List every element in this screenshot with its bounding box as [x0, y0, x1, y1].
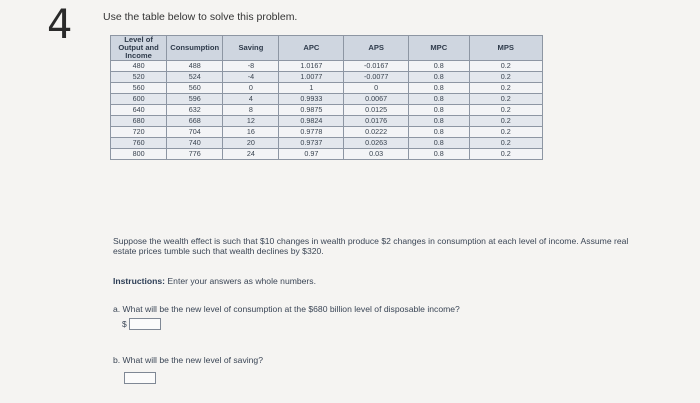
cell-mps: 0.2	[469, 105, 542, 116]
header-mpc: MPC	[409, 36, 469, 61]
cell-income: 720	[111, 127, 167, 138]
cell-mpc: 0.8	[409, 72, 469, 83]
cell-apc: 0.9737	[279, 138, 344, 149]
cell-apc: 0.9933	[279, 94, 344, 105]
instructions-label: Instructions:	[113, 276, 166, 286]
cell-apc: 0.97	[279, 149, 344, 160]
table-header-row	[111, 36, 543, 61]
part-b-question: b. What will be the new level of saving?	[113, 355, 263, 365]
cell-consumption: 776	[167, 149, 223, 160]
cell-consumption: 704	[167, 127, 223, 138]
cell-income: 520	[111, 72, 167, 83]
header-mps: MPS	[469, 36, 542, 61]
cell-income: 560	[111, 83, 167, 94]
cell-income: 480	[111, 61, 167, 72]
currency-prefix: $	[122, 319, 127, 329]
header-consumption: Consumption	[167, 36, 223, 61]
table-row	[111, 72, 543, 83]
cell-income: 680	[111, 116, 167, 127]
cell-mpc: 0.8	[409, 83, 469, 94]
cell-mpc: 0.8	[409, 138, 469, 149]
cell-saving: 20	[223, 138, 279, 149]
cell-consumption: 524	[167, 72, 223, 83]
cell-mps: 0.2	[469, 61, 542, 72]
table-row	[111, 116, 543, 127]
cell-saving: -8	[223, 61, 279, 72]
problem-prompt: Use the table below to solve this problem.	[103, 11, 298, 23]
header-saving: Saving	[223, 36, 279, 61]
cell-aps: -0.0167	[344, 61, 409, 72]
cell-saving: -4	[223, 72, 279, 83]
cell-consumption: 560	[167, 83, 223, 94]
cell-apc: 0.9778	[279, 127, 344, 138]
cell-apc: 1.0167	[279, 61, 344, 72]
cell-saving: 4	[223, 94, 279, 105]
cell-income: 760	[111, 138, 167, 149]
cell-mpc: 0.8	[409, 94, 469, 105]
cell-mps: 0.2	[469, 116, 542, 127]
cell-apc: 1	[279, 83, 344, 94]
table-row	[111, 83, 543, 94]
table-row	[111, 61, 543, 72]
question-number: 4	[47, 2, 73, 48]
part-a-answer-row	[122, 318, 161, 330]
cell-consumption: 488	[167, 61, 223, 72]
table-row	[111, 127, 543, 138]
header-level-of-output: Level of Output and Income	[111, 36, 167, 61]
cell-saving: 0	[223, 83, 279, 94]
cell-mpc: 0.8	[409, 61, 469, 72]
cell-saving: 16	[223, 127, 279, 138]
cell-mpc: 0.8	[409, 149, 469, 160]
cell-saving: 24	[223, 149, 279, 160]
cell-income: 640	[111, 105, 167, 116]
cell-consumption: 740	[167, 138, 223, 149]
cell-income: 800	[111, 149, 167, 160]
part-a-answer-input[interactable]	[129, 318, 161, 330]
cell-mpc: 0.8	[409, 116, 469, 127]
cell-apc: 0.9824	[279, 116, 344, 127]
cell-aps: 0.0176	[344, 116, 409, 127]
cell-mps: 0.2	[469, 94, 542, 105]
cell-aps: -0.0077	[344, 72, 409, 83]
cell-mps: 0.2	[469, 72, 542, 83]
instructions	[113, 276, 316, 286]
table-row	[111, 105, 543, 116]
table-row	[111, 149, 543, 160]
cell-consumption: 632	[167, 105, 223, 116]
cell-aps: 0.0125	[344, 105, 409, 116]
table-row	[111, 94, 543, 105]
header-aps: APS	[344, 36, 409, 61]
cell-mps: 0.2	[469, 83, 542, 94]
cell-mpc: 0.8	[409, 105, 469, 116]
cell-saving: 8	[223, 105, 279, 116]
cell-consumption: 668	[167, 116, 223, 127]
cell-aps: 0.0263	[344, 138, 409, 149]
part-a-question: a. What will be the new level of consumption at the $680 billion level of disposable income?	[113, 304, 460, 314]
cell-consumption: 596	[167, 94, 223, 105]
part-b-answer-row	[122, 372, 156, 384]
cell-aps: 0.0222	[344, 127, 409, 138]
instructions-text: Enter your answers as whole numbers.	[165, 276, 316, 286]
table-row	[111, 138, 543, 149]
cell-mps: 0.2	[469, 138, 542, 149]
cell-apc: 0.9875	[279, 105, 344, 116]
cell-mps: 0.2	[469, 149, 542, 160]
cell-aps: 0.0067	[344, 94, 409, 105]
cell-aps: 0	[344, 83, 409, 94]
cell-mpc: 0.8	[409, 127, 469, 138]
data-table	[110, 35, 543, 160]
cell-aps: 0.03	[344, 149, 409, 160]
cell-apc: 1.0077	[279, 72, 344, 83]
part-b-answer-input[interactable]	[124, 372, 156, 384]
header-apc: APC	[279, 36, 344, 61]
scenario-text: Suppose the wealth effect is such that $10 changes in wealth produce $2 changes in consumption at each level of income. Assume real estate prices tumble such that wealth declines by $320.	[113, 236, 629, 256]
cell-saving: 12	[223, 116, 279, 127]
cell-mps: 0.2	[469, 127, 542, 138]
cell-income: 600	[111, 94, 167, 105]
